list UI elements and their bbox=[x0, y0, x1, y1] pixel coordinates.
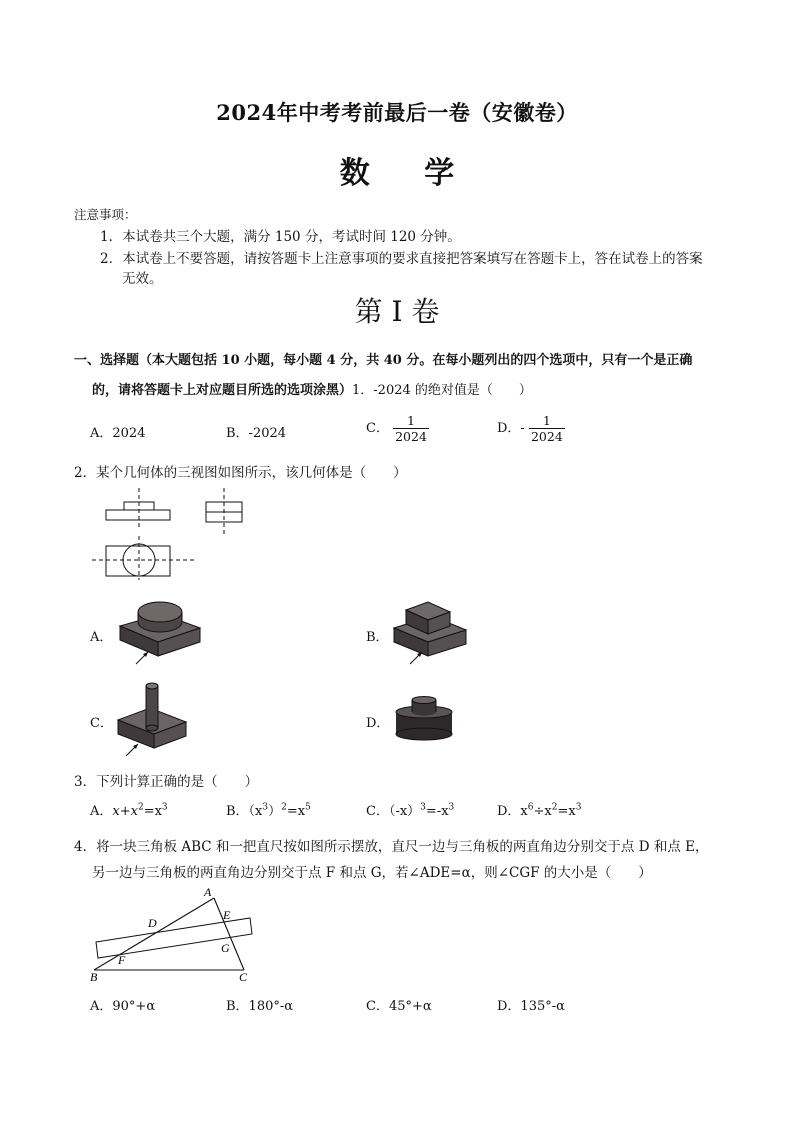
notice-item-2-line2: 无效。 bbox=[122, 271, 163, 287]
subject-title: 数 学 bbox=[339, 156, 477, 191]
option-label: D．x bbox=[497, 804, 528, 819]
expr: ） bbox=[268, 804, 282, 819]
exponent: 2 bbox=[551, 802, 558, 813]
exponent: 6 bbox=[527, 802, 534, 813]
q4-option-d: D．135°-α bbox=[497, 999, 565, 1014]
volume-title: 第 I 卷 bbox=[354, 295, 440, 328]
label-g: G bbox=[221, 941, 230, 955]
q3-option-c bbox=[366, 800, 454, 819]
q2-option-b-solid bbox=[392, 598, 472, 668]
q1-option-c-label: C． bbox=[366, 421, 389, 436]
section-1-line1: 一、选择题（本大题包括 10 小题，每小题 4 分，共 40 分。在每小题列出的四个选项中，只有一个是正确 bbox=[74, 353, 693, 368]
q1-option-a: A．2024 bbox=[90, 426, 146, 441]
q2-option-d: D． bbox=[366, 716, 390, 731]
q2-option-c: C． bbox=[90, 716, 113, 731]
q2-option-b: B． bbox=[366, 630, 389, 645]
exponent: 3 bbox=[262, 802, 269, 813]
q2-option-d-solid bbox=[392, 694, 458, 742]
q1-option-d-label: D．- bbox=[497, 421, 525, 436]
q1-option-d-fraction bbox=[529, 413, 565, 444]
exponent: 3 bbox=[420, 802, 426, 813]
exponent: 3 bbox=[575, 802, 582, 813]
q4-option-a: A．90°+α bbox=[90, 999, 156, 1014]
label-a: A bbox=[204, 885, 212, 899]
three-view-diagram bbox=[92, 488, 202, 580]
q1-option-d bbox=[497, 413, 565, 444]
exponent: 3 bbox=[161, 802, 168, 813]
notice-heading: 注意事项： bbox=[74, 207, 137, 222]
fraction-numerator: 1 bbox=[393, 413, 429, 429]
label-f: F bbox=[118, 953, 126, 967]
section-1-line2-instruction: 的，请将答题卡上对应题目所选的选项涂黑） bbox=[92, 383, 353, 398]
q3-option-b bbox=[226, 800, 311, 819]
label-d: D bbox=[148, 916, 157, 930]
notice-item-1: 1．本试卷共三个大题，满分 150 分，考试时间 120 分钟。 bbox=[100, 229, 461, 245]
section-1-line2 bbox=[92, 379, 532, 398]
expr: =-x bbox=[425, 804, 449, 819]
expr: =x bbox=[143, 804, 162, 819]
q3-option-a bbox=[90, 800, 168, 819]
q2-option-a-solid bbox=[116, 598, 206, 670]
notice-item-2-line1: 2．本试卷上不要答题，请按答题卡上注意事项的要求直接把答案填写在答题卡上，答在试卷上的答案 bbox=[100, 251, 703, 267]
q4-option-b: B．180°-α bbox=[226, 999, 294, 1014]
q2-option-c-solid bbox=[116, 680, 196, 760]
label-b: B bbox=[90, 970, 98, 984]
fraction-denominator: 2024 bbox=[530, 429, 563, 444]
question-4-line2: 另一边与三角板的两直角边分别交于点 F 和点 G，若∠ADE=α，则∠CGF 的大小是（ ） bbox=[92, 865, 652, 881]
exponent: 5 bbox=[305, 802, 311, 813]
expr: =x bbox=[286, 804, 306, 819]
option-label: A． bbox=[90, 804, 113, 819]
expr: =x bbox=[557, 804, 576, 819]
expr: x+x bbox=[112, 804, 138, 819]
fraction-denominator: 2024 bbox=[395, 429, 427, 444]
question-1-stem: 1．-2024 的绝对值是（ ） bbox=[352, 383, 532, 398]
q1-option-c-fraction bbox=[393, 413, 429, 444]
question-4-line1: 4．将一块三角板 ABC 和一把直尺按如图所示摆放，直尺一边与三角板的两直角边分别交于点 D 和点 E， bbox=[74, 839, 709, 855]
triangle-ruler-diagram bbox=[86, 884, 266, 984]
q4-option-c: C．45°+α bbox=[366, 999, 432, 1014]
exponent: 2 bbox=[137, 802, 144, 813]
q2-option-a: A． bbox=[90, 630, 113, 645]
question-3-stem: 3．下列计算正确的是（ ） bbox=[74, 774, 259, 790]
exponent: 3 bbox=[448, 802, 455, 813]
page-title: 2024年中考考前最后一卷（安徽卷） bbox=[216, 100, 578, 125]
option-label: C．（-x） bbox=[366, 804, 421, 819]
q1-option-b: B．-2024 bbox=[226, 426, 287, 441]
option-label: B．（x bbox=[226, 804, 263, 819]
question-2-stem: 2．某个几何体的三视图如图所示，该几何体是（ ） bbox=[74, 465, 407, 481]
label-c: C bbox=[239, 970, 248, 984]
label-e: E bbox=[223, 908, 231, 922]
fraction-numerator: 1 bbox=[529, 413, 565, 429]
q1-option-c bbox=[366, 413, 429, 444]
q3-option-d bbox=[497, 800, 581, 819]
exponent: 2 bbox=[281, 802, 287, 813]
side-view-diagram bbox=[204, 488, 244, 538]
expr: ÷x bbox=[533, 804, 552, 819]
